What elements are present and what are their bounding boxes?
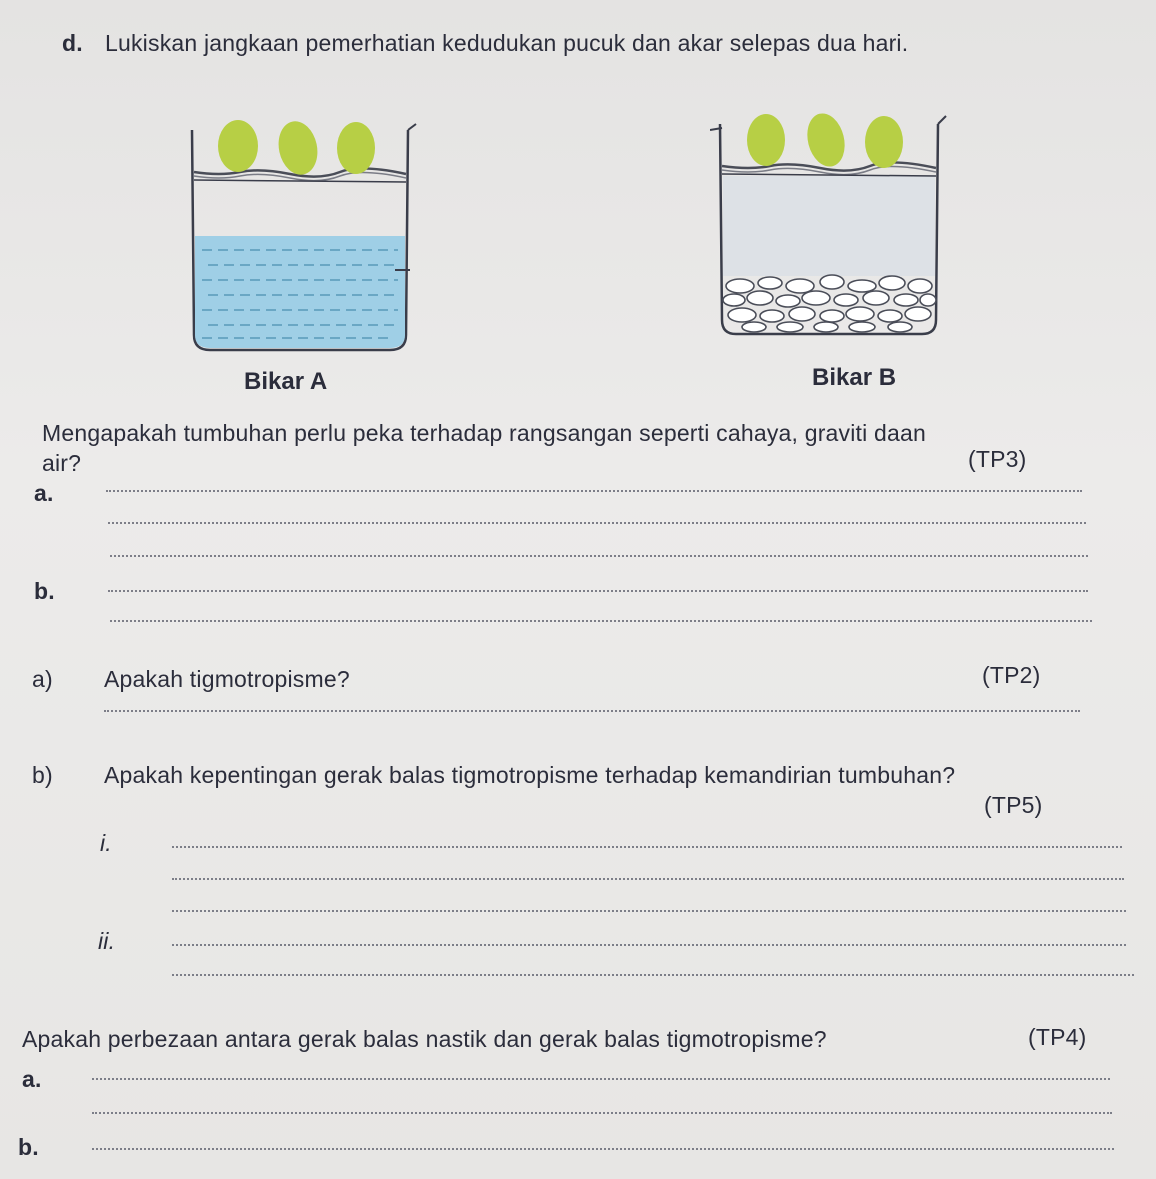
seed	[274, 118, 322, 179]
tp-badge: (TP2)	[982, 662, 1041, 688]
answer-line[interactable]	[172, 974, 1134, 976]
tp-badge: (TP3)	[968, 446, 1027, 472]
question-tigmo-a-label: a)	[32, 666, 53, 692]
answer-line[interactable]	[104, 710, 1080, 712]
answer-letter-b: b.	[18, 1134, 39, 1160]
seed	[218, 120, 258, 172]
beaker-a-figure	[180, 110, 420, 360]
answer-line[interactable]	[172, 910, 1126, 912]
answer-line[interactable]	[172, 846, 1122, 848]
seed	[865, 116, 903, 168]
question-why-text: Mengapakah tumbuhan perlu peka terhadap rangsangan seperti cahaya, graviti daan	[42, 420, 927, 446]
answer-line[interactable]	[172, 878, 1124, 880]
answer-letter-b: b.	[34, 578, 55, 604]
question-tigmo-a-text: Apakah tigmotropisme?	[104, 666, 350, 692]
question-diff-text: Apakah perbezaan antara gerak balas nastik dan gerak balas tigmotropisme?	[22, 1026, 827, 1052]
beaker-b-label: Bikar B	[812, 364, 897, 391]
question-d-text: Lukiskan jangkaan pemerhatian kedudukan pucuk dan akar selepas dua hari.	[105, 30, 909, 56]
answer-line[interactable]	[108, 590, 1088, 592]
beaker-b-figure	[710, 108, 950, 348]
answer-line[interactable]	[92, 1112, 1112, 1114]
answer-line[interactable]	[108, 522, 1086, 524]
answer-line[interactable]	[110, 620, 1092, 622]
beaker-a-label: Bikar A	[244, 368, 328, 395]
question-d-letter: d.	[62, 30, 83, 56]
answer-line[interactable]	[92, 1148, 1114, 1150]
answer-line[interactable]	[106, 490, 1082, 492]
seed	[747, 114, 785, 166]
question-why-text-cont: air?	[42, 450, 82, 476]
answer-numeral-i: i.	[100, 830, 112, 856]
tp-badge: (TP4)	[1028, 1024, 1087, 1050]
seed	[802, 109, 850, 170]
question-tigmo-b-text: Apakah kepentingan gerak balas tigmotropisme terhadap kemandirian tumbuhan?	[104, 762, 956, 788]
answer-letter-a: a.	[34, 480, 54, 506]
water	[195, 236, 405, 348]
answer-line[interactable]	[172, 944, 1126, 946]
seed	[337, 122, 375, 174]
answer-letter-a: a.	[22, 1066, 42, 1092]
question-tigmo-b-label: b)	[32, 762, 53, 788]
tp-badge: (TP5)	[984, 792, 1043, 818]
answer-line[interactable]	[92, 1078, 1110, 1080]
stones	[723, 275, 936, 332]
answer-line[interactable]	[110, 555, 1088, 557]
answer-numeral-ii: ii.	[98, 928, 116, 954]
